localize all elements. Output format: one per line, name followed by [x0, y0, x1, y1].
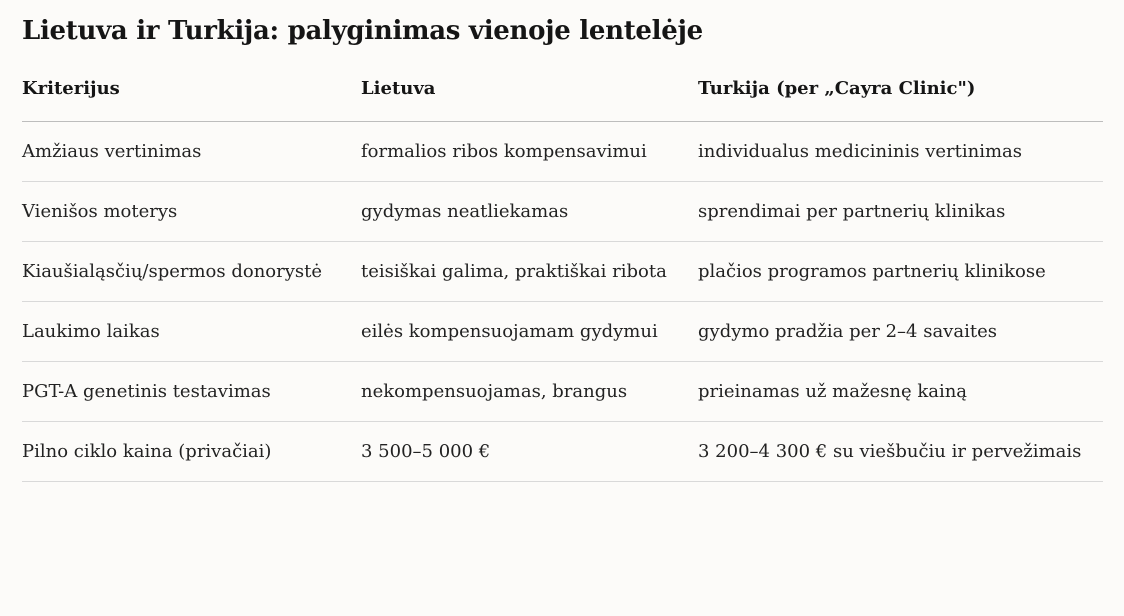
cell-turkey: prieinamas už mažesnę kainą	[698, 362, 1103, 422]
cell-criterion: Pilno ciklo kaina (privačiai)	[22, 422, 361, 482]
column-header-turkey: Turkija (per „Cayra Clinic")	[698, 78, 1103, 122]
column-header-lithuania: Lietuva	[361, 78, 698, 122]
table-row	[22, 302, 1103, 362]
cell-criterion: Amžiaus vertinimas	[22, 122, 361, 182]
cell-turkey: plačios programos partnerių klinikose	[698, 242, 1103, 302]
cell-lithuania: 3 500–5 000 €	[361, 422, 698, 482]
table-row	[22, 242, 1103, 302]
cell-criterion: Vienišos moterys	[22, 182, 361, 242]
cell-turkey: gydymo pradžia per 2–4 savaites	[698, 302, 1103, 362]
table-row	[22, 362, 1103, 422]
cell-criterion: Laukimo laikas	[22, 302, 361, 362]
cell-lithuania: gydymas neatliekamas	[361, 182, 698, 242]
cell-criterion: PGT-A genetinis testavimas	[22, 362, 361, 422]
cell-turkey: sprendimai per partnerių klinikas	[698, 182, 1103, 242]
page-title: Lietuva ir Turkija: palyginimas vienoje lentelėje	[22, 16, 703, 46]
cell-turkey: 3 200–4 300 € su viešbučiu ir pervežimais	[698, 422, 1103, 482]
column-header-criterion: Kriterijus	[22, 78, 361, 122]
comparison-table	[22, 78, 1103, 482]
table-row	[22, 182, 1103, 242]
cell-criterion: Kiaušialąsčių/spermos donorystė	[22, 242, 361, 302]
cell-turkey: individualus medicininis vertinimas	[698, 122, 1103, 182]
cell-lithuania: nekompensuojamas, brangus	[361, 362, 698, 422]
cell-lithuania: formalios ribos kompensavimui	[361, 122, 698, 182]
table-row	[22, 122, 1103, 182]
cell-lithuania: teisiškai galima, praktiškai ribota	[361, 242, 698, 302]
cell-lithuania: eilės kompensuojamam gydymui	[361, 302, 698, 362]
table-row	[22, 422, 1103, 482]
table-header-row	[22, 78, 1103, 122]
